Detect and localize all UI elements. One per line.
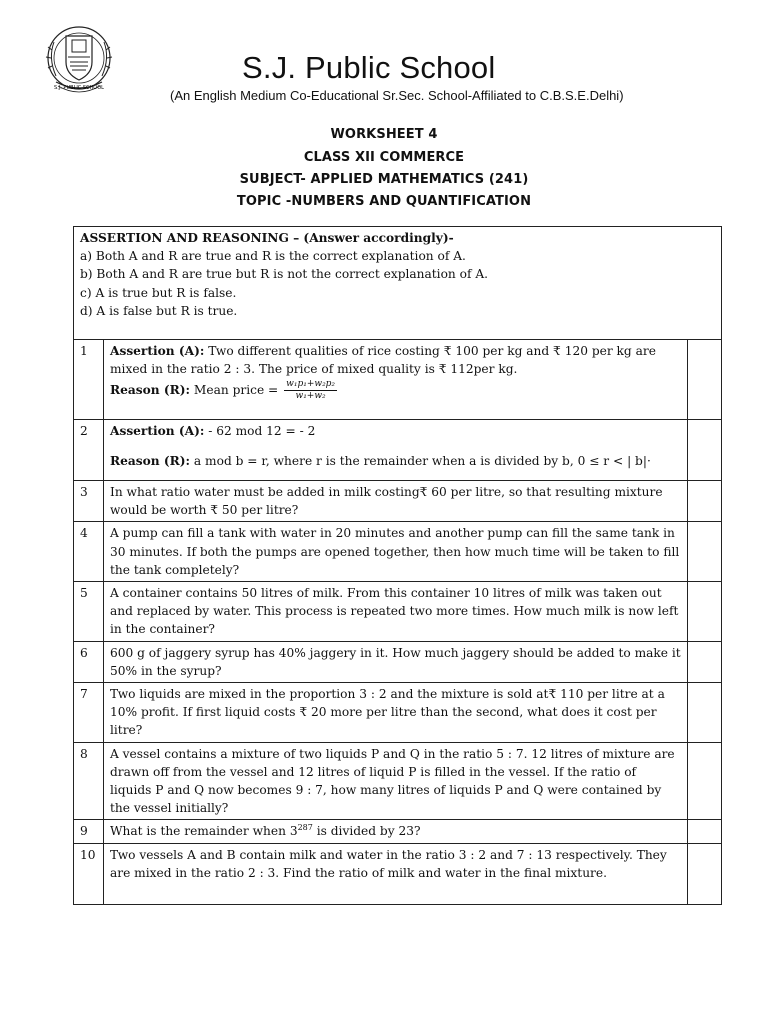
topic-title: TOPIC -NUMBERS AND QUANTIFICATION — [236, 194, 532, 209]
school-logo — [42, 22, 116, 98]
question-number: 2 — [74, 420, 104, 481]
question-text — [104, 420, 688, 481]
answer-cell — [688, 683, 722, 743]
question-number: 4 — [74, 522, 104, 582]
instructions-row — [74, 227, 722, 340]
question-text: In what ratio water must be added in milk costing₹ 60 per litre, so that resulting mixture would be worth ₹ 50 per litre? — [104, 481, 688, 522]
question-text: Two vessels A and B contain milk and water in the ratio 3 : 2 and 7 : 13 respectively. They are mixed in the ratio 2 : 3. Find the ratio of milk and water in the final mixture. — [104, 843, 688, 904]
option-b: b) Both A and R are true but R is not the correct explanation of A. — [80, 267, 489, 282]
exponent: 287 — [297, 823, 313, 833]
question-text: A container contains 50 litres of milk. From this container 10 litres of milk was taken out and replaced by water. This process is repeated two more times. How much milk is now left in the container? — [104, 582, 688, 642]
question-row — [74, 481, 722, 522]
reason-text: Mean price = — [190, 383, 283, 398]
question-text: 600 g of jaggery syrup has 40% jaggery in it. How much jaggery should be added to make it 50% in the syrup? — [104, 641, 688, 682]
school-subtitle: (An English Medium Co-Educational Sr.Sec. School-Affiliated to C.B.S.E.Delhi) — [170, 88, 624, 103]
question-row — [74, 582, 722, 642]
mean-price-formula: $\frac{\text{w₁p₁+w₂p₂}}{\text{w₁+w₂}}$ — [286, 379, 336, 402]
question-number: 3 — [74, 481, 104, 522]
worksheet-title: WORKSHEET 4 — [330, 127, 438, 142]
question-row — [74, 843, 722, 904]
logo-text: S.J. PUBLIC SCHOOL — [54, 85, 104, 91]
question-row — [74, 641, 722, 682]
answer-cell — [688, 843, 722, 904]
question-row — [74, 683, 722, 743]
question-row — [74, 742, 722, 820]
question-number: 10 — [74, 843, 104, 904]
reason-text: a mod b = r, where r is the remainder when a is divided by b, 0 ≤ r < | b|· — [190, 454, 651, 469]
answer-cell — [688, 641, 722, 682]
question-text: A pump can fill a tank with water in 20 minutes and another pump can fill the same tank in 30 minutes. If both the pumps are opened together, then how much time will be taken to fill the tank completely? — [104, 522, 688, 582]
answer-cell — [688, 420, 722, 481]
instructions-heading: ASSERTION AND REASONING – (Answer accordingly)- — [80, 231, 454, 245]
option-c: c) A is true but R is false. — [80, 285, 237, 300]
reason-label: Reason (R): — [110, 383, 191, 398]
assertion-text: Two different qualities of rice costing ₹ 100 per kg and ₹ 120 per kg are mixed in the ratio 2 : 3. The price of mixed quality is ₹ 112per kg. — [110, 344, 656, 377]
subject-title: SUBJECT- APPLIED MATHEMATICS (241) — [239, 172, 529, 187]
question-number: 5 — [74, 582, 104, 642]
option-a: a) Both A and R are true and R is the correct explanation of A. — [80, 249, 466, 264]
class-title: CLASS XII COMMERCE — [303, 150, 465, 165]
answer-cell — [688, 481, 722, 522]
question-number: 9 — [74, 820, 104, 843]
answer-cell — [688, 340, 722, 420]
question-text: What is the remainder when $3^{287}$ is divided by 23? — [104, 820, 688, 843]
answer-cell — [688, 522, 722, 582]
question-number: 8 — [74, 742, 104, 820]
question-text — [104, 340, 688, 420]
assertion-label: Assertion (A): — [110, 424, 205, 438]
instructions-cell — [74, 227, 722, 340]
question-row — [74, 340, 722, 420]
question-number: 6 — [74, 641, 104, 682]
reason-label: Reason (R): — [110, 454, 191, 469]
answer-cell — [688, 820, 722, 843]
question-text: Two liquids are mixed in the proportion 3 : 2 and the mixture is sold at₹ 110 per litre at a 10% profit. If first liquid costs ₹ 20 more per litre than the second, what does it cost per litre? — [104, 683, 688, 743]
question-number: 1 — [74, 340, 104, 420]
assertion-label: Assertion (A): — [110, 344, 205, 358]
assertion-text: - 62 mod 12 = - 2 — [204, 424, 316, 438]
question-row — [74, 420, 722, 481]
answer-cell — [688, 582, 722, 642]
question-text: A vessel contains a mixture of two liquids P and Q in the ratio 5 : 7. 12 litres of mixture are drawn off from the vessel and 12 litres of liquid P is filled in the vessel. If the ratio of liquids P and Q now becomes 9 : 7, how many litres of liquids P and Q were contained by the vessel initially? — [104, 742, 688, 820]
question-row — [74, 522, 722, 582]
question-table — [73, 226, 722, 905]
answer-cell — [688, 742, 722, 820]
option-d: d) A is false but R is true. — [80, 303, 238, 318]
school-name: S.J. Public School — [242, 50, 496, 85]
question-row — [74, 820, 722, 843]
question-number: 7 — [74, 683, 104, 743]
